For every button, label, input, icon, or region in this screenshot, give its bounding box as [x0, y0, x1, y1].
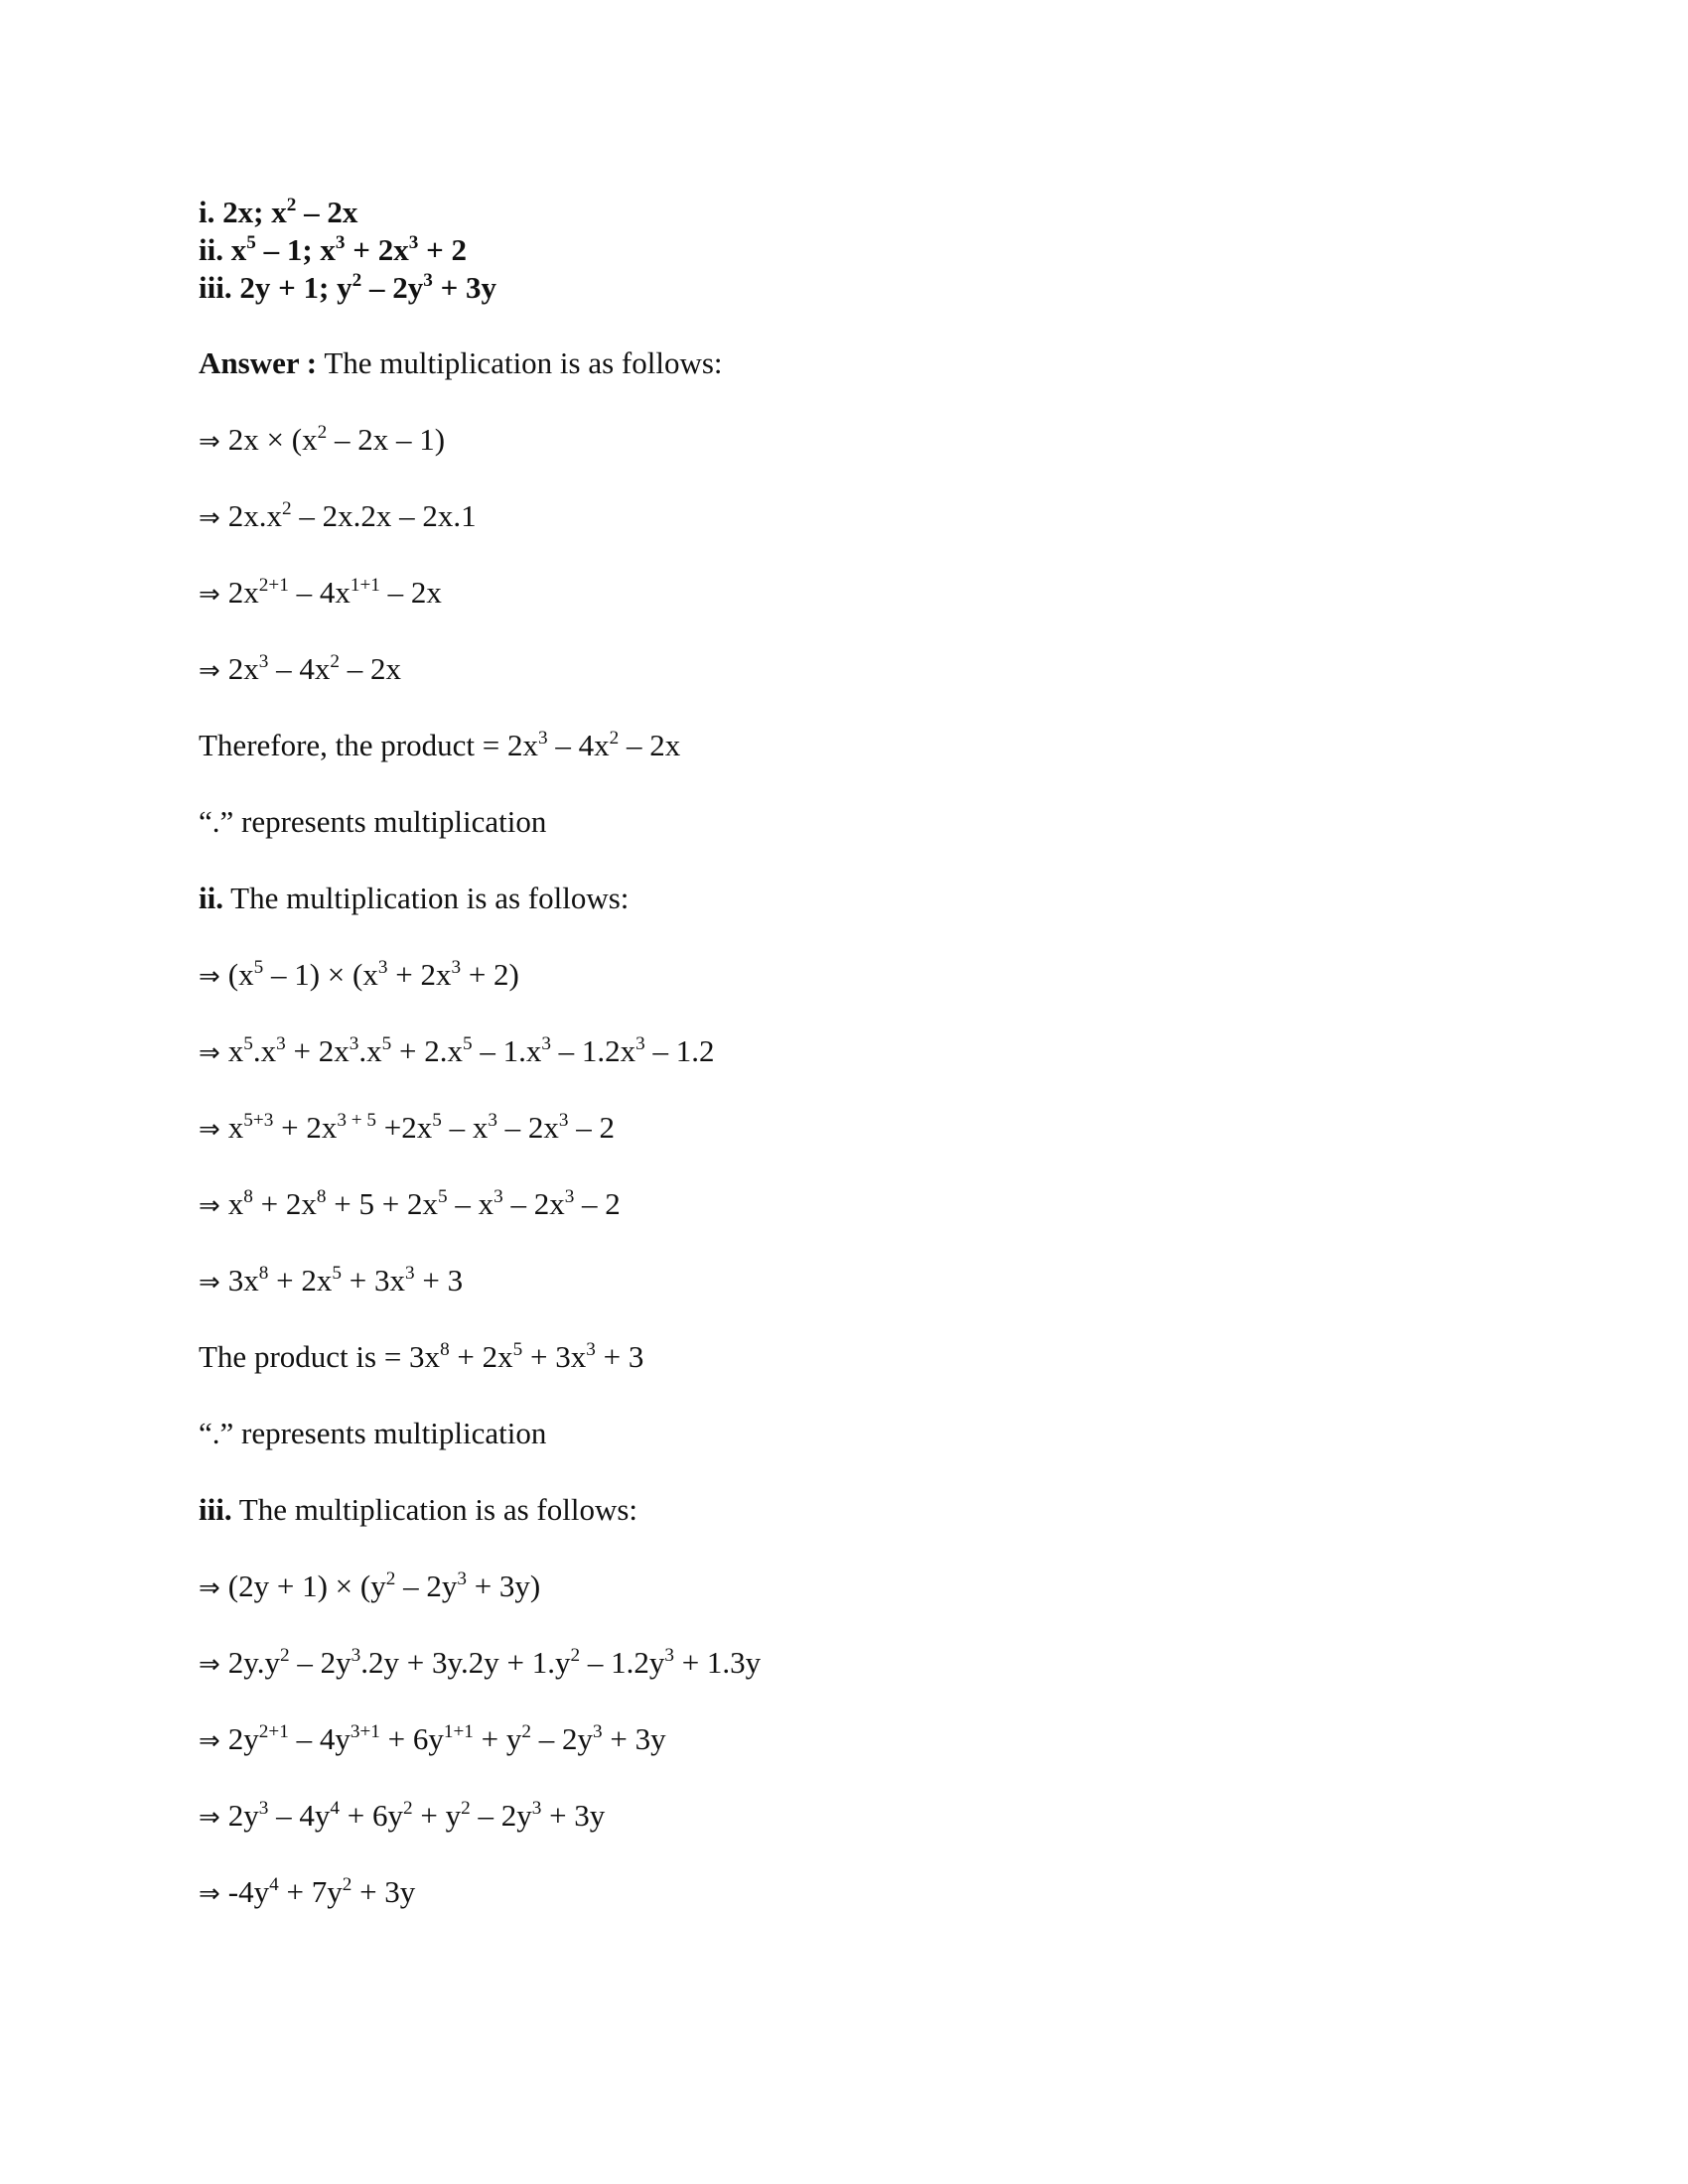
part-intro-text: The multiplication is as follows: — [222, 881, 630, 915]
step-line — [199, 1569, 540, 1606]
math-expression: $x^{5+3} + 2x^{3 + 5} +2x^5 - x^3 - 2x^3 - 2$ — [227, 1110, 616, 1145]
implies-arrow-icon: ⇒ — [199, 1573, 220, 1603]
math-expression: $2x.x^2 - 2x.2x - 2x.1$ — [227, 498, 477, 533]
implies-arrow-icon: ⇒ — [199, 1726, 220, 1756]
math-expression: $2y.y^2 - 2y^3.2y + 3y.2y + 1.y^2 - 1.2y^3 + 1.3y$ — [227, 1645, 762, 1680]
step-line — [199, 1798, 605, 1836]
step-line — [199, 1186, 621, 1224]
implies-arrow-icon: ⇒ — [199, 427, 220, 457]
answer-label: Answer : — [199, 345, 318, 380]
implies-arrow-icon: ⇒ — [199, 1803, 220, 1833]
step-line — [199, 1645, 761, 1683]
math-expression: $x^5 - 1$; $x^3 + 2x^3 + 2$ — [230, 232, 467, 267]
step-line — [199, 1110, 615, 1148]
part-label: iii. — [199, 1492, 232, 1527]
note-line: “.” represents multiplication — [199, 1416, 547, 1450]
math-expression: $(2y + 1) \times (y^2 - 2y^3 + 3y)$ — [227, 1569, 541, 1603]
step-line — [199, 1033, 715, 1071]
result-line — [199, 728, 680, 763]
implies-arrow-icon: ⇒ — [199, 1115, 220, 1145]
answer-intro — [199, 345, 723, 381]
math-expression: The product is = $3x^8 + 2x^5 + 3x^3 + 3$ — [199, 1339, 644, 1374]
math-expression: 2y + 1; $y^2 - 2y^3 + 3y$ — [239, 270, 496, 305]
question-item-i — [199, 195, 357, 230]
math-expression: $2x^3 - 4x^2 - 2x$ — [227, 651, 402, 686]
result-line — [199, 1339, 643, 1375]
math-expression: $2x \times (x^2 - 2x - 1)$ — [227, 422, 446, 457]
part-iii-intro — [199, 1492, 637, 1528]
step-line — [199, 1263, 463, 1300]
answer-intro-text: The multiplication is as follows: — [317, 345, 723, 380]
part-intro-text: The multiplication is as follows: — [231, 1492, 638, 1527]
implies-arrow-icon: ⇒ — [199, 580, 220, 610]
math-expression: $2y^{2+1} - 4y^{3+1} + 6y^{1+1} + y^2 - 2y^3 + 3y$ — [227, 1721, 666, 1756]
implies-arrow-icon: ⇒ — [199, 1038, 220, 1068]
step-line — [199, 957, 519, 995]
implies-arrow-icon: ⇒ — [199, 962, 220, 992]
step-line — [199, 498, 477, 536]
math-expression: $(x^5 - 1) \times (x^3 + 2x^3 + 2)$ — [227, 957, 519, 992]
math-expression: $2y^3 - 4y^4 + 6y^2 + y^2 - 2y^3 + 3y$ — [227, 1798, 606, 1833]
question-label: i. — [199, 195, 215, 229]
math-expression: Therefore, the product = $2x^3 - 4x^2 - 2x$ — [199, 728, 681, 762]
implies-arrow-icon: ⇒ — [199, 656, 220, 686]
math-expression: $x^8 + 2x^8 + 5 + 2x^5 - x^3 - 2x^3 - 2$ — [227, 1186, 621, 1221]
implies-arrow-icon: ⇒ — [199, 1879, 220, 1909]
step-line — [199, 1874, 415, 1912]
part-label: ii. — [199, 881, 223, 915]
math-expression: $-4y^4 + 7y^2 + 3y$ — [227, 1874, 416, 1909]
step-line — [199, 422, 445, 460]
implies-arrow-icon: ⇒ — [199, 503, 220, 533]
part-ii-intro — [199, 881, 629, 916]
math-expression: $3x^8 + 2x^5 + 3x^3 + 3$ — [227, 1263, 464, 1297]
question-label: ii. — [199, 232, 223, 267]
step-line — [199, 651, 401, 689]
math-expression: $x^5.x^3 + 2x^3.x^5 + 2.x^5 - 1.x^3 - 1.2x^3 - 1.2$ — [227, 1033, 715, 1068]
question-item-iii — [199, 270, 496, 306]
step-line — [199, 1721, 666, 1759]
math-expression: 2x; $x^2 - 2x$ — [222, 195, 358, 229]
step-line — [199, 575, 442, 613]
question-item-ii — [199, 232, 467, 268]
implies-arrow-icon: ⇒ — [199, 1191, 220, 1221]
implies-arrow-icon: ⇒ — [199, 1268, 220, 1297]
implies-arrow-icon: ⇒ — [199, 1650, 220, 1680]
note-line: “.” represents multiplication — [199, 804, 547, 839]
question-label: iii. — [199, 270, 232, 305]
math-expression: $2x^{2+1} - 4x^{1+1} - 2x$ — [227, 575, 442, 610]
